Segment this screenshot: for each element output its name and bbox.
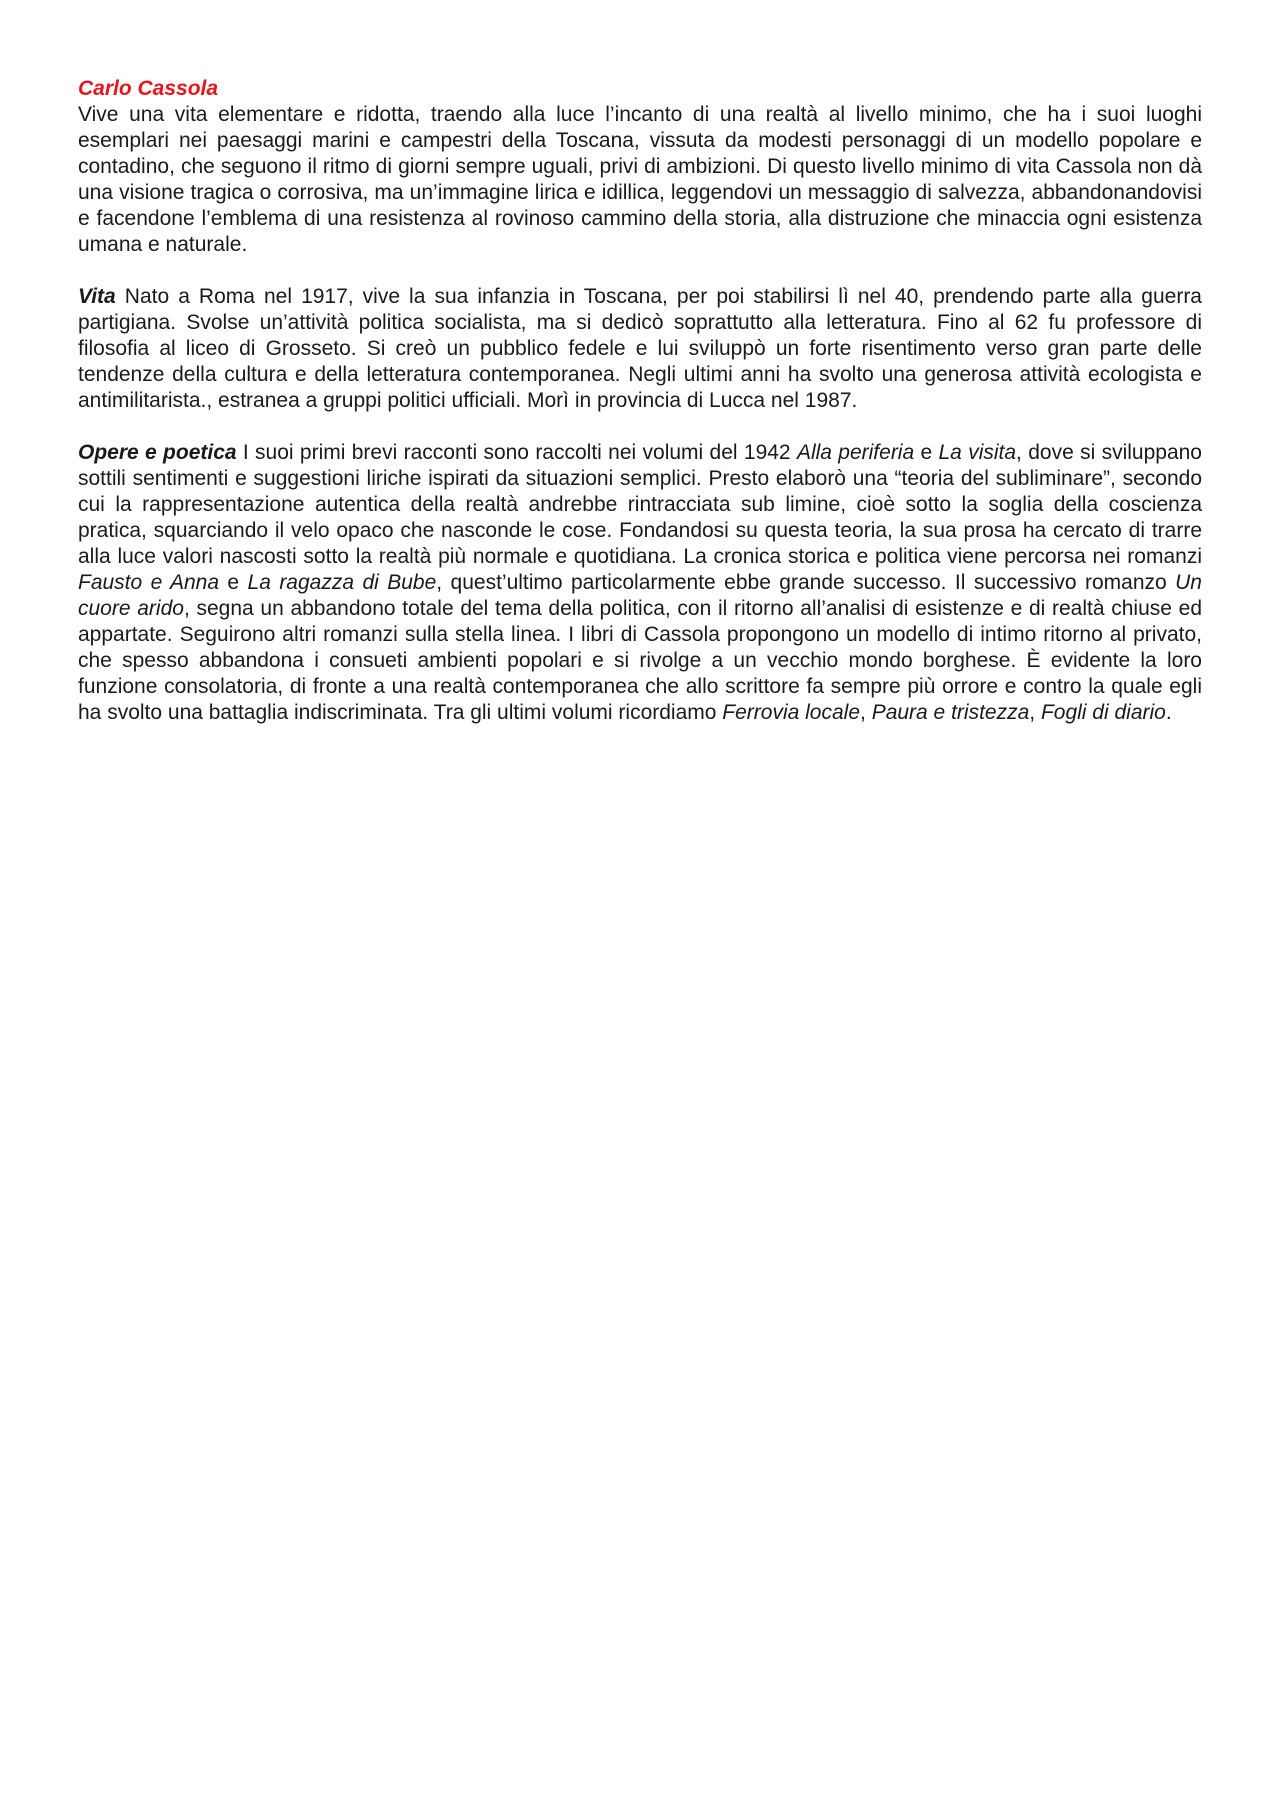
work-title: Un cuore arido — [78, 571, 1202, 620]
document-page — [78, 76, 1202, 726]
opere-text: I suoi primi brevi racconti sono raccolti nei volumi del 1942 — [236, 441, 797, 464]
vita-text: Nato a Roma nel 1917, vive la sua infanzia in Toscana, per poi stabilirsi lì nel 40, prendendo parte alla guerra partigiana. Svolse un’attività politica socialista, ma si dedicò soprattutto alla letteratura. Fino al 62 fu professore di filosofia al liceo di Grosseto. Si creò un pubblico fedele e lui sviluppò un forte risentimento verso gran parte delle tendenze della cultura e della letteratura contemporanea. Negli ultimi anni ha svolto una generosa attività ecologista e antimilitarista., estranea a gruppi politici ufficiali. Morì in provincia di Lucca nel 1987. — [78, 285, 1202, 412]
opere-text: , — [1029, 701, 1041, 724]
work-title: Fogli di diario — [1040, 701, 1166, 724]
paragraph-spacer — [78, 414, 1202, 440]
opere-heading: Opere e poetica — [78, 441, 237, 464]
intro-paragraph: Vive una vita elementare e ridotta, traendo alla luce l’incanto di una realtà al livello minimo, che ha i suoi luoghi esemplari nei paesaggi marini e campestri della Toscana, vissuta da modesti personaggi di un modello popolare e contadino, che seguono il ritmo di giorni sempre uguali, privi di ambizioni. Di questo livello minimo di vita Cassola non dà una visione tragica o corrosiva, ma un’immagine lirica e idillica, leggendovi un messaggio di salvezza, abbandonandovisi e facendone l’emblema di una resistenza al rovinoso cammino della storia, alla distruzione che minaccia ogni esistenza umana e naturale. — [78, 103, 1202, 256]
work-title: Ferrovia locale — [722, 701, 861, 724]
work-title: Paura e tristezza — [871, 701, 1030, 724]
opere-text: , quest’ultimo particolarmente ebbe grande successo. Il successivo romanzo — [436, 571, 1176, 594]
vita-heading: Vita — [78, 285, 116, 308]
opere-text: , segna un abbandono totale del tema della politica, con il ritorno all’analisi di esistenze e di realtà chiuse ed appartate. Seguirono altri romanzi sulla stella linea. I libri di Cassola propongono un modello di intimo ritorno al privato, che spesso abbandona i consueti ambienti popolari e si rivolge a un vecchio mondo borghese. È evidente la loro funzione consolatoria, di fronte a una realtà contemporanea che allo scrittore fa sempre più orrore e contro la quale egli ha svolto una battaglia indiscriminata. Tra gli ultimi volumi ricordiamo — [78, 597, 1203, 724]
paragraph-spacer — [78, 258, 1202, 284]
opere-text: , dove si sviluppano sottili sentimenti e suggestioni liriche ispirati da situazioni semplici. Presto elaborò una “teoria del subliminare”, secondo cui la rappresentazione autentica della realtà andrebbe rintracciata sub limine, cioè sotto la soglia della coscienza pratica, squarciando il velo opaco che nasconde le cose. Fondandosi su questa teoria, la sua prosa ha cercato di trarre alla luce valori nascosti sotto la realtà più normale e quotidiana. La cronica storica e politica viene percorsa nei romanzi — [78, 441, 1202, 568]
opere-text: e — [219, 571, 248, 594]
vita-paragraph — [78, 284, 1202, 414]
opere-text: . — [1165, 701, 1172, 724]
work-title: Alla periferia — [796, 441, 915, 464]
document-title: Carlo Cassola — [78, 77, 219, 100]
opere-paragraph — [78, 440, 1202, 726]
work-title: Fausto e Anna — [78, 571, 219, 594]
work-title: La ragazza di Bube — [247, 571, 437, 594]
work-title: La visita — [938, 441, 1017, 464]
opere-text: , — [860, 701, 872, 724]
opere-text: e — [914, 441, 939, 464]
